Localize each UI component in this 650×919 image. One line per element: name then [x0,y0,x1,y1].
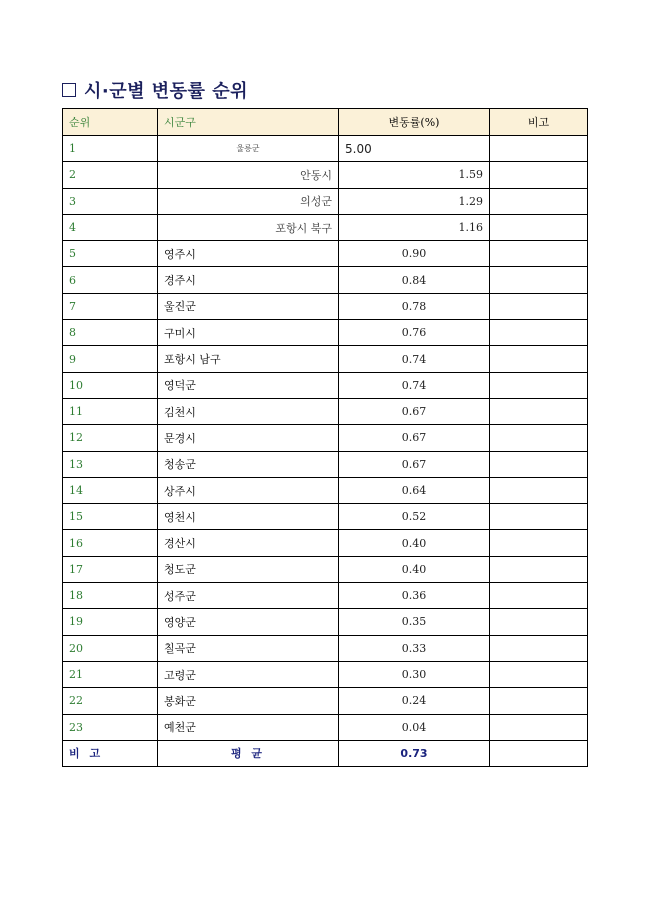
table-row [63,188,588,214]
header-region: 시군구 [158,109,339,136]
footer-label: 비 고 [63,740,158,766]
note-cell [490,267,588,293]
rank-cell: 11 [63,398,158,424]
page-title-text: 시·군별 변동률 순위 [84,81,248,102]
rate-cell: 5.00 [339,136,490,162]
rank-cell: 1 [63,136,158,162]
rate-cell: 0.30 [339,661,490,687]
rate-cell: 1.59 [339,162,490,188]
rate-cell: 0.67 [339,451,490,477]
header-rank: 순위 [63,109,158,136]
note-cell [490,241,588,267]
table-row [63,372,588,398]
rank-cell: 2 [63,162,158,188]
header-note: 비고 [490,109,588,136]
rate-cell: 0.74 [339,372,490,398]
region-cell: 안동시 [158,162,339,188]
rank-cell: 14 [63,477,158,503]
rate-cell: 1.16 [339,214,490,240]
average-row [63,740,588,766]
table-row [63,477,588,503]
region-cell: 포항시 북구 [158,214,339,240]
region-cell: 영천시 [158,504,339,530]
table-row [63,635,588,661]
rank-cell: 19 [63,609,158,635]
note-cell [490,556,588,582]
note-cell [490,609,588,635]
rank-cell: 16 [63,530,158,556]
rank-cell: 21 [63,661,158,687]
region-cell: 울진군 [158,293,339,319]
rank-cell: 5 [63,241,158,267]
table-row [63,346,588,372]
table-row [63,556,588,582]
rate-cell: 0.52 [339,504,490,530]
rank-cell: 3 [63,188,158,214]
note-cell [490,320,588,346]
region-cell: 영양군 [158,609,339,635]
note-cell [490,688,588,714]
table-body [63,136,588,767]
footer-note [490,740,588,766]
table-row [63,293,588,319]
region-cell: 예천군 [158,714,339,740]
table-row [63,136,588,162]
table-header-row [63,109,588,136]
rank-cell: 23 [63,714,158,740]
rank-cell: 10 [63,372,158,398]
note-cell [490,398,588,424]
checkbox-square-icon [62,83,76,97]
note-cell [490,451,588,477]
rank-cell: 18 [63,583,158,609]
rank-cell: 15 [63,504,158,530]
rate-cell: 0.40 [339,530,490,556]
rank-cell: 9 [63,346,158,372]
note-cell [490,372,588,398]
note-cell [490,477,588,503]
region-cell: 김천시 [158,398,339,424]
table-row [63,609,588,635]
header-rate: 변동률(%) [339,109,490,136]
rank-cell: 4 [63,214,158,240]
rate-cell: 0.04 [339,714,490,740]
region-cell: 구미시 [158,320,339,346]
page-title [62,78,248,102]
rate-cell: 0.64 [339,477,490,503]
region-cell: 울릉군 [158,136,339,162]
table-row [63,398,588,424]
rank-cell: 22 [63,688,158,714]
table-row [63,267,588,293]
rate-cell: 0.36 [339,583,490,609]
rank-cell: 17 [63,556,158,582]
table-row [63,583,588,609]
note-cell [490,346,588,372]
footer-average-value: 0.73 [339,740,490,766]
rate-cell: 0.35 [339,609,490,635]
table-row [63,530,588,556]
rate-cell: 0.84 [339,267,490,293]
table-row [63,504,588,530]
note-cell [490,136,588,162]
note-cell [490,214,588,240]
rank-cell: 20 [63,635,158,661]
table-row [63,688,588,714]
rank-cell: 7 [63,293,158,319]
region-cell: 경산시 [158,530,339,556]
rate-cell: 1.29 [339,188,490,214]
rate-cell: 0.74 [339,346,490,372]
region-cell: 영주시 [158,241,339,267]
region-cell: 경주시 [158,267,339,293]
table-row [63,714,588,740]
note-cell [490,530,588,556]
rank-cell: 12 [63,425,158,451]
rate-cell: 0.67 [339,425,490,451]
note-cell [490,583,588,609]
table-row [63,451,588,477]
footer-average-label: 평 균 [158,740,339,766]
table-row [63,214,588,240]
region-cell: 청송군 [158,451,339,477]
note-cell [490,425,588,451]
table-row [63,425,588,451]
table-row [63,661,588,687]
rate-cell: 0.40 [339,556,490,582]
region-cell: 의성군 [158,188,339,214]
rank-cell: 8 [63,320,158,346]
region-cell: 청도군 [158,556,339,582]
table-row [63,241,588,267]
rate-cell: 0.76 [339,320,490,346]
rate-cell: 0.78 [339,293,490,319]
note-cell [490,635,588,661]
rate-cell: 0.90 [339,241,490,267]
note-cell [490,504,588,530]
ranking-table [62,108,588,767]
note-cell [490,661,588,687]
rate-cell: 0.33 [339,635,490,661]
table-row [63,320,588,346]
region-cell: 칠곡군 [158,635,339,661]
region-cell: 포항시 남구 [158,346,339,372]
rate-cell: 0.24 [339,688,490,714]
region-cell: 성주군 [158,583,339,609]
table-row [63,162,588,188]
rate-cell: 0.67 [339,398,490,424]
note-cell [490,162,588,188]
rank-cell: 13 [63,451,158,477]
rank-cell: 6 [63,267,158,293]
region-cell: 봉화군 [158,688,339,714]
region-cell: 영덕군 [158,372,339,398]
note-cell [490,293,588,319]
region-cell: 고령군 [158,661,339,687]
note-cell [490,714,588,740]
region-cell: 상주시 [158,477,339,503]
note-cell [490,188,588,214]
region-cell: 문경시 [158,425,339,451]
